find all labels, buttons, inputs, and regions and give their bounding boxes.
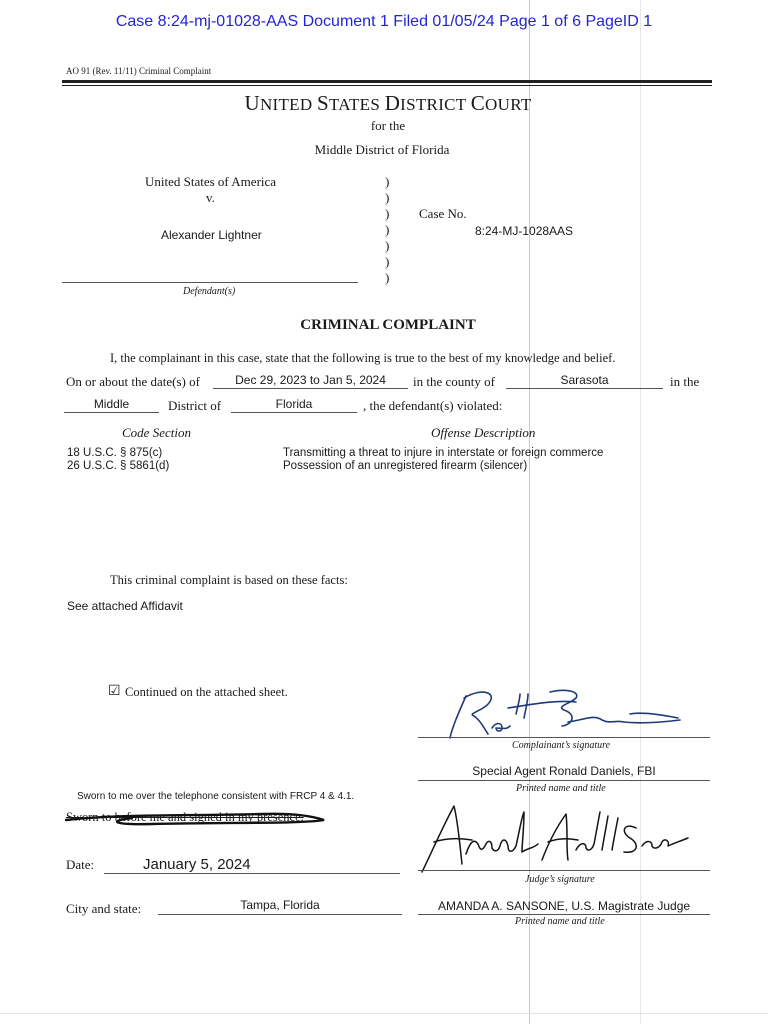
judge-name-line xyxy=(418,914,710,915)
district-underline xyxy=(64,412,159,413)
dates-underline xyxy=(213,388,408,389)
judge-signature xyxy=(416,798,696,878)
court-title-part: ISTRICT xyxy=(400,95,471,114)
for-the: for the xyxy=(370,118,406,133)
versus: v. xyxy=(206,190,215,205)
caption-parenthesis: ) xyxy=(385,222,390,237)
facts-intro: This criminal complaint is based on these facts: xyxy=(110,573,348,587)
court-title-part: C xyxy=(470,91,486,115)
caption-parenthesis: ) xyxy=(385,190,390,205)
court-title-part: OURT xyxy=(485,95,532,114)
page-bottom-rule xyxy=(0,1013,768,1014)
complainant-signature-line xyxy=(418,737,710,738)
city-state-underline xyxy=(158,914,402,915)
code-section-header: Code Section xyxy=(122,425,191,440)
court-title-part: TATES xyxy=(328,95,385,114)
defendant-name: Alexander Lightner xyxy=(161,228,262,242)
printed-name-label: Printed name and title xyxy=(516,783,606,794)
offense-row-1-code: 18 U.S.C. § 875(c) xyxy=(67,447,163,459)
offense-row-1-description: Transmitting a threat to injure in interstate or foreign commerce xyxy=(283,447,604,459)
defendant-underline xyxy=(62,282,358,283)
continued-label: Continued on the attached sheet. xyxy=(125,685,288,699)
district-name: Middle District of Florida xyxy=(314,142,450,157)
case-header-stamp: Case 8:24-mj-01028-AAS Document 1 Filed 01/05/24 Page 1 of 6 PageID 1 xyxy=(115,13,653,30)
city-state-value: Tampa, Florida xyxy=(240,898,320,912)
strike-scribble xyxy=(62,806,332,828)
caption-parenthesis: ) xyxy=(385,238,390,253)
court-title xyxy=(0,91,768,116)
date-value: January 5, 2024 xyxy=(143,856,251,873)
county-name: Sarasota xyxy=(560,373,609,387)
case-no-label: Case No. xyxy=(419,206,467,221)
offense-description-header: Offense Description xyxy=(431,425,536,440)
intro-statement: I, the complainant in this case, state that the following is true to the best of my knowledge and belief. xyxy=(110,351,616,365)
court-title-part: NITED xyxy=(259,95,317,114)
state-underline xyxy=(231,412,357,413)
date-underline xyxy=(104,873,400,874)
sworn-telephone-statement: Sworn to me over the telephone consistent with FRCP 4 & 4.1. xyxy=(77,791,355,802)
district-of-label: District of xyxy=(168,398,222,413)
complainant-name-line xyxy=(418,780,710,781)
city-state-label: City and state: xyxy=(66,901,142,916)
top-rule xyxy=(62,80,712,83)
defendant-label: Defendant(s) xyxy=(183,286,236,297)
case-number: 8:24-MJ-1028AAS xyxy=(475,224,574,238)
violated-label: , the defendant(s) violated: xyxy=(363,398,503,413)
county-underline xyxy=(506,388,663,389)
top-rule-thin xyxy=(62,85,712,86)
caption-parenthesis: ) xyxy=(385,254,390,269)
state-value: Florida xyxy=(275,397,313,411)
caption-parenthesis: ) xyxy=(385,270,390,285)
plaintiff-name: United States of America xyxy=(145,174,277,189)
sworn-presence-text: Sworn to before me and signed in my presence. xyxy=(66,810,304,824)
court-title-part: U xyxy=(244,91,260,115)
complainant-signature xyxy=(444,684,684,744)
judge-name: AMANDA A. SANSONE, U.S. Magistrate Judge xyxy=(437,899,691,913)
court-title-part: D xyxy=(384,91,401,115)
date-label: Date: xyxy=(66,857,95,872)
offense-dates: Dec 29, 2023 to Jan 5, 2024 xyxy=(235,373,386,387)
complainant-name: Special Agent Ronald Daniels, FBI xyxy=(472,764,656,778)
continued-checkbox[interactable]: ☑ xyxy=(108,684,121,699)
complaint-heading: CRIMINAL COMPLAINT xyxy=(300,317,476,333)
in-the-label: in the xyxy=(670,374,700,389)
judge-signature-line xyxy=(418,870,710,871)
in-county-label: in the county of xyxy=(413,374,495,389)
court-title-part: S xyxy=(317,91,329,115)
judge-signature-label: Judge’s signature xyxy=(525,874,595,885)
offense-row-2-code: 26 U.S.C. § 5861(d) xyxy=(67,460,170,472)
district-value: Middle xyxy=(93,397,130,411)
judge-printed-name-label: Printed name and title xyxy=(515,916,605,927)
offense-row-2-description: Possession of an unregistered firearm (silencer) xyxy=(283,460,528,472)
facts-value: See attached Affidavit xyxy=(67,599,183,613)
caption-parenthesis: ) xyxy=(385,174,390,189)
caption-parenthesis: ) xyxy=(385,206,390,221)
form-id: AO 91 (Rev. 11/11) Criminal Complaint xyxy=(66,66,212,76)
complainant-signature-label: Complainant’s signature xyxy=(512,740,611,751)
on-or-about-label: On or about the date(s) of xyxy=(66,374,200,389)
